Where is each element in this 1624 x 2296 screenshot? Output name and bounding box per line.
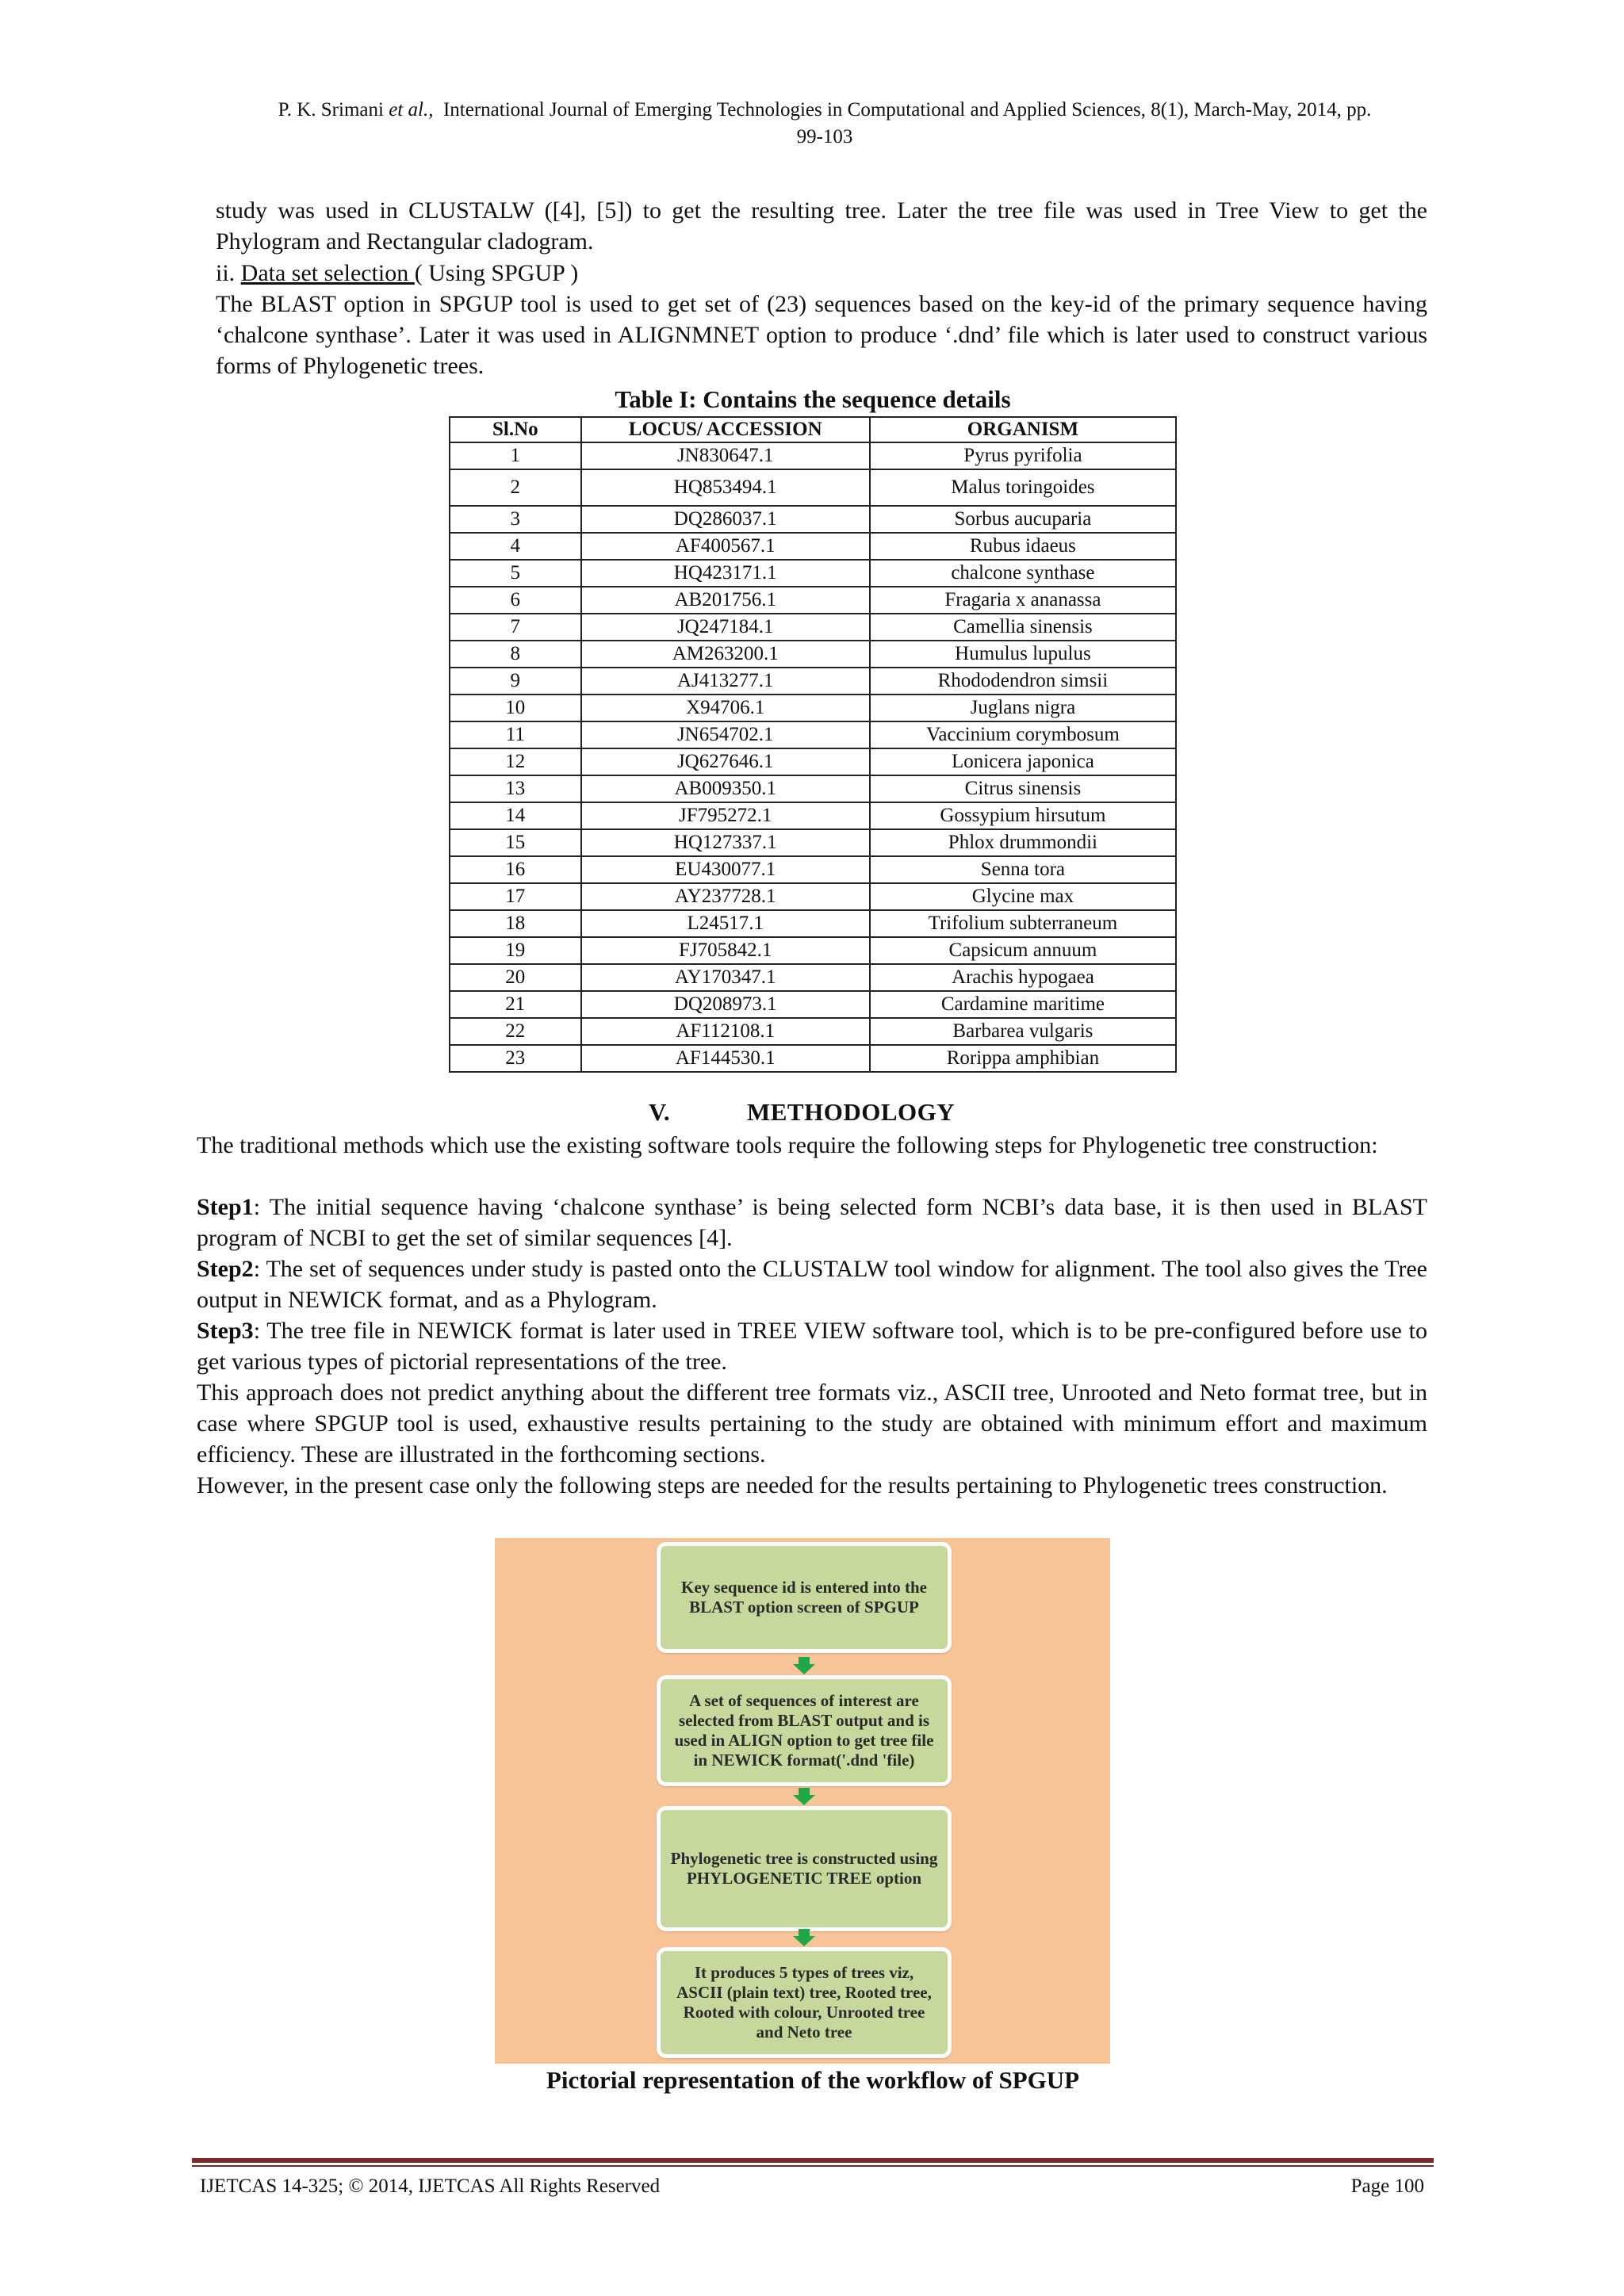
cell-accession: JN830647.1 xyxy=(581,442,870,469)
cell-slno: 20 xyxy=(450,964,581,991)
cell-organism: Juglans nigra xyxy=(870,695,1176,721)
table-row xyxy=(450,964,1176,991)
cell-slno: 23 xyxy=(450,1045,581,1072)
cell-accession: AF400567.1 xyxy=(581,533,870,560)
figure-caption: Pictorial representation of the workflow of SPGUP xyxy=(546,2066,1080,2094)
table-row xyxy=(450,883,1176,910)
cell-slno: 19 xyxy=(450,937,581,964)
cell-organism: Camellia sinensis xyxy=(870,614,1176,641)
cell-accession: DQ208973.1 xyxy=(581,991,870,1018)
cell-accession: AJ413277.1 xyxy=(581,668,870,695)
cell-organism: Rubus idaeus xyxy=(870,533,1176,560)
section-heading xyxy=(649,1098,955,1127)
cell-accession: AY237728.1 xyxy=(581,883,870,910)
table-row xyxy=(450,533,1176,560)
step1-text: : The initial sequence having ‘chalcone synthase’ is being selected form NCBI’s data base, it is then used in BLAST program of NCBI to get the set of similar sequences [4]. xyxy=(197,1194,1427,1251)
cell-slno: 10 xyxy=(450,695,581,721)
table-row xyxy=(450,991,1176,1018)
subheading-number: ii. xyxy=(216,260,241,286)
table-row xyxy=(450,641,1176,668)
column-header-organism: ORGANISM xyxy=(870,417,1176,442)
subheading-suffix: ( Using SPGUP ) xyxy=(414,260,579,286)
cell-organism: Fragaria x ananassa xyxy=(870,587,1176,614)
methodology-intro: The traditional methods which use the existing software tools require the following steps for Phylogenetic tree construction: xyxy=(197,1132,1378,1158)
cell-organism: Sorbus aucuparia xyxy=(870,506,1176,533)
header-authors: P. K. Srimani xyxy=(278,99,384,121)
cell-slno: 8 xyxy=(450,641,581,668)
table-row xyxy=(450,695,1176,721)
cell-slno: 18 xyxy=(450,910,581,937)
data-set-selection-heading xyxy=(216,258,1427,289)
header-pages: 99-103 xyxy=(796,126,853,147)
section-title: METHODOLOGY xyxy=(747,1098,956,1126)
cell-slno: 5 xyxy=(450,560,581,587)
cell-accession: HQ853494.1 xyxy=(581,469,870,506)
cell-accession: AB201756.1 xyxy=(581,587,870,614)
step2-text: : The set of sequences under study is pasted onto the CLUSTALW tool window for alignment. The tool also gives the Tree output in NEWICK format, and as a Phylogram. xyxy=(197,1256,1427,1313)
table-row xyxy=(450,910,1176,937)
cell-slno: 17 xyxy=(450,883,581,910)
cell-accession: AB009350.1 xyxy=(581,775,870,802)
table-row xyxy=(450,1045,1176,1072)
page-number: Page 100 xyxy=(1350,2175,1424,2197)
however-paragraph: However, in the present case only the following steps are needed for the results pertaining to Phylogenetic trees construction. xyxy=(197,1472,1388,1498)
section-number: V. xyxy=(649,1098,671,1126)
cell-accession: JQ247184.1 xyxy=(581,614,870,641)
cell-organism: Humulus lupulus xyxy=(870,641,1176,668)
table-row xyxy=(450,856,1176,883)
cell-slno: 14 xyxy=(450,802,581,829)
step3-paragraph xyxy=(197,1315,1427,1377)
down-arrow-icon xyxy=(793,1657,815,1674)
table-row xyxy=(450,506,1176,533)
table-header-row xyxy=(450,417,1176,442)
table-row xyxy=(450,587,1176,614)
cell-slno: 9 xyxy=(450,668,581,695)
approach-paragraph: This approach does not predict anything about the different tree formats viz., ASCII tree, Unrooted and Neto format tree, but in case where SPGUP tool is used, exhaustive results pertaining to the study are obtained with minimum effort and maximum efficiency. These are illustrated in the forthcoming sections. xyxy=(197,1380,1427,1468)
header-et-al: et al., xyxy=(389,99,434,121)
cell-slno: 15 xyxy=(450,829,581,856)
cell-accession: X94706.1 xyxy=(581,695,870,721)
table-row xyxy=(450,748,1176,775)
cell-organism: Cardamine maritime xyxy=(870,991,1176,1018)
footer-copyright: IJETCAS 14-325; © 2014, IJETCAS All Rights Reserved xyxy=(200,2175,661,2197)
cell-organism: Lonicera japonica xyxy=(870,748,1176,775)
sequence-table xyxy=(449,416,1177,1073)
down-arrow-icon xyxy=(793,1929,815,1946)
table-row xyxy=(450,442,1176,469)
cell-organism: Malus toringoides xyxy=(870,469,1176,506)
cell-accession: JF795272.1 xyxy=(581,802,870,829)
cell-accession: AF144530.1 xyxy=(581,1045,870,1072)
cell-accession: DQ286037.1 xyxy=(581,506,870,533)
table-row xyxy=(450,829,1176,856)
step2-label: Step2 xyxy=(197,1256,254,1282)
footer-rule-thin xyxy=(192,2165,1434,2167)
cell-organism: Vaccinium corymbosum xyxy=(870,721,1176,748)
workflow-step-2: A set of sequences of interest are selected from BLAST output and is used in ALIGN option to get tree file in NEWICK format('.dnd 'file) xyxy=(657,1675,952,1786)
intro-paragraph-2: The BLAST option in SPGUP tool is used to get set of (23) sequences based on the key-id of the primary sequence having ‘chalcone synthase’. Later it was used in ALIGNMNET option to produce ‘.dnd’ file which is later used to construct various forms of Phylogenetic trees. xyxy=(216,291,1427,379)
cell-accession: L24517.1 xyxy=(581,910,870,937)
table-row xyxy=(450,469,1176,506)
workflow-step-1: Key sequence id is entered into the BLAST option screen of SPGUP xyxy=(657,1542,952,1653)
cell-slno: 4 xyxy=(450,533,581,560)
table-row xyxy=(450,1018,1176,1045)
cell-slno: 22 xyxy=(450,1018,581,1045)
table-row xyxy=(450,668,1176,695)
table-row xyxy=(450,802,1176,829)
cell-organism: Phlox drummondii xyxy=(870,829,1176,856)
cell-organism: Trifolium subterraneum xyxy=(870,910,1176,937)
cell-accession: AM263200.1 xyxy=(581,641,870,668)
step1-label: Step1 xyxy=(197,1194,254,1220)
cell-accession: EU430077.1 xyxy=(581,856,870,883)
table-row xyxy=(450,560,1176,587)
cell-organism: Rorippa amphibian xyxy=(870,1045,1176,1072)
cell-slno: 7 xyxy=(450,614,581,641)
cell-accession: FJ705842.1 xyxy=(581,937,870,964)
cell-slno: 11 xyxy=(450,721,581,748)
footer-rule xyxy=(192,2158,1434,2163)
cell-organism: Pyrus pyrifolia xyxy=(870,442,1176,469)
cell-organism: Gossypium hirsutum xyxy=(870,802,1176,829)
cell-slno: 21 xyxy=(450,991,581,1018)
table-row xyxy=(450,775,1176,802)
column-header-slno: Sl.No xyxy=(450,417,581,442)
workflow-step-4: It produces 5 types of trees viz, ASCII (plain text) tree, Rooted tree, Rooted with colour, Unrooted tree and Neto tree xyxy=(657,1947,952,2058)
cell-organism: Glycine max xyxy=(870,883,1176,910)
table-row xyxy=(450,721,1176,748)
cell-organism: Capsicum annuum xyxy=(870,937,1176,964)
cell-organism: Arachis hypogaea xyxy=(870,964,1176,991)
table-caption: Table I: Contains the sequence details xyxy=(615,385,1011,413)
cell-slno: 16 xyxy=(450,856,581,883)
cell-slno: 1 xyxy=(450,442,581,469)
table-row xyxy=(450,937,1176,964)
column-header-accession: LOCUS/ ACCESSION xyxy=(581,417,870,442)
cell-slno: 13 xyxy=(450,775,581,802)
step1-paragraph xyxy=(197,1192,1427,1253)
cell-slno: 6 xyxy=(450,587,581,614)
cell-organism: Barbarea vulgaris xyxy=(870,1018,1176,1045)
cell-organism: Senna tora xyxy=(870,856,1176,883)
running-head xyxy=(214,97,1435,151)
cell-accession: HQ127337.1 xyxy=(581,829,870,856)
cell-accession: JN654702.1 xyxy=(581,721,870,748)
header-citation: International Journal of Emerging Technologies in Computational and Applied Sciences, 8(1), March-May, 2014, pp. xyxy=(442,99,1372,121)
intro-paragraph-1: study was used in CLUSTALW ([4], [5]) to get the resulting tree. Later the tree file was used in Tree View to get the Phylogram and Rectangular cladogram. xyxy=(216,197,1427,254)
cell-accession: AY170347.1 xyxy=(581,964,870,991)
cell-organism: chalcone synthase xyxy=(870,560,1176,587)
step2-paragraph xyxy=(197,1253,1427,1315)
cell-organism: Rhododendron simsii xyxy=(870,668,1176,695)
down-arrow-icon xyxy=(793,1788,815,1805)
cell-organism: Citrus sinensis xyxy=(870,775,1176,802)
cell-slno: 3 xyxy=(450,506,581,533)
table-row xyxy=(450,614,1176,641)
workflow-step-3: Phylogenetic tree is constructed using PHYLOGENETIC TREE option xyxy=(657,1806,952,1931)
cell-accession: JQ627646.1 xyxy=(581,748,870,775)
step3-label: Step3 xyxy=(197,1318,254,1344)
table-body xyxy=(450,442,1176,1072)
cell-slno: 12 xyxy=(450,748,581,775)
cell-accession: AF112108.1 xyxy=(581,1018,870,1045)
step3-text: : The tree file in NEWICK format is later used in TREE VIEW software tool, which is to be pre-configured before use to get various types of pictorial representations of the tree. xyxy=(197,1318,1427,1375)
cell-slno: 2 xyxy=(450,469,581,506)
subheading-underlined: Data set selection xyxy=(240,260,415,286)
cell-accession: HQ423171.1 xyxy=(581,560,870,587)
